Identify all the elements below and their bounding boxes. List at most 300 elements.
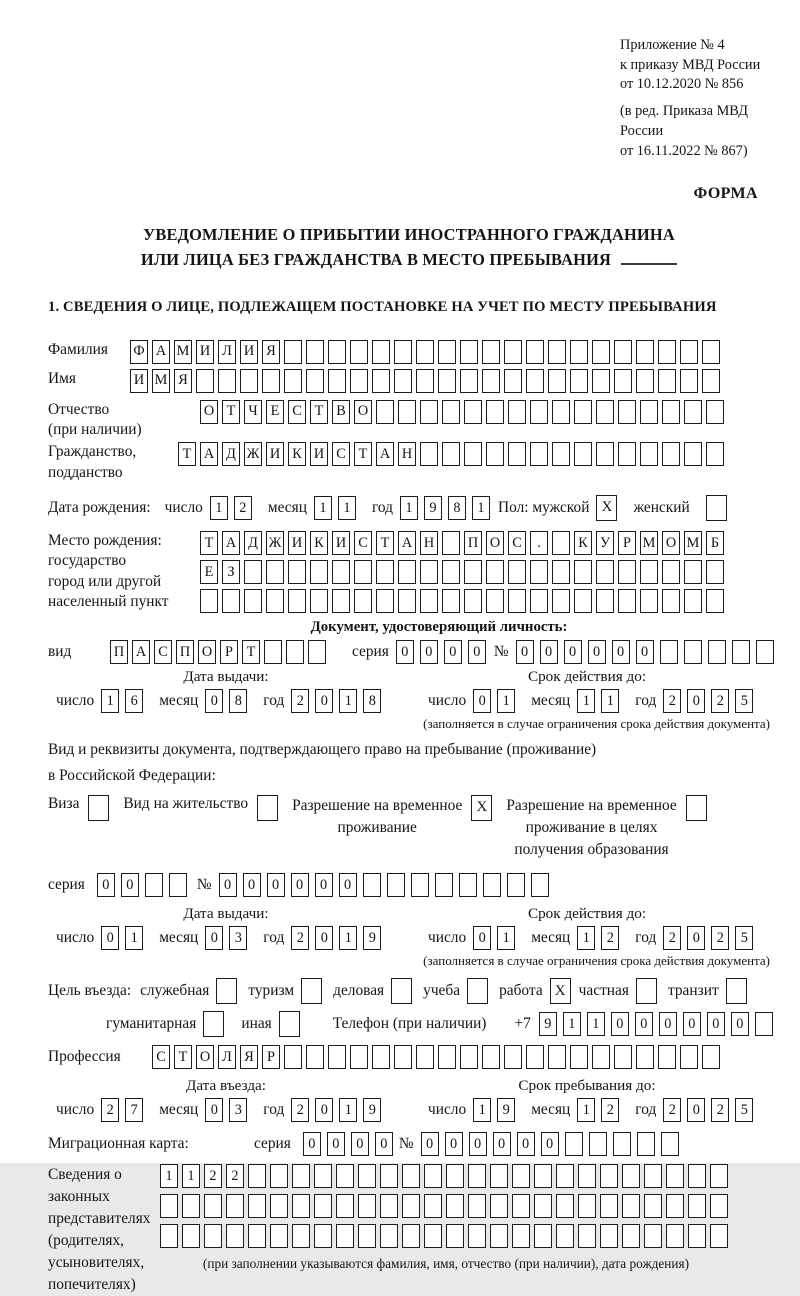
patronymic-cells: [200, 400, 728, 424]
char-cell: [486, 442, 504, 466]
char-cell: [507, 873, 525, 897]
char-cell: [534, 1164, 552, 1188]
guardians-line-2: [160, 1194, 732, 1218]
guardians-note: (при заполнении указываются фамилия, имя, отчество (при наличии), дата рождения): [202, 1256, 690, 1272]
char-cell: [548, 340, 566, 364]
purpose-official-checkbox: [216, 978, 237, 1004]
purpose-row: [48, 978, 770, 1004]
char-cell: [380, 1164, 398, 1188]
char-cell: [416, 1045, 434, 1069]
char-cell: [710, 1194, 728, 1218]
mc-series-word: серия: [254, 1135, 291, 1153]
valid-year-cells: [663, 689, 759, 713]
month-word: месяц: [267, 498, 307, 516]
char-cell: 2: [711, 689, 729, 713]
char-cell: [706, 589, 724, 613]
char-cell: [306, 340, 324, 364]
visa-checkbox: [88, 795, 109, 821]
char-cell: Р: [262, 1045, 280, 1069]
char-cell: [552, 400, 570, 424]
char-cell: [464, 560, 482, 584]
char-cell: О: [354, 400, 372, 424]
char-cell: 6: [125, 689, 143, 713]
char-cell: [702, 1045, 720, 1069]
char-cell: [614, 369, 632, 393]
char-cell: 1: [497, 689, 515, 713]
char-cell: [684, 400, 702, 424]
char-cell: [504, 1045, 522, 1069]
char-cell: [636, 340, 654, 364]
char-cell: [666, 1194, 684, 1218]
appendix-line: Приложение № 4: [620, 37, 725, 53]
char-cell: 0: [687, 689, 705, 713]
char-cell: 3: [229, 1098, 247, 1122]
char-cell: 0: [291, 873, 309, 897]
char-cell: 1: [101, 689, 119, 713]
char-cell: [380, 1194, 398, 1218]
char-cell: [548, 369, 566, 393]
char-cell: [640, 560, 658, 584]
char-cell: Т: [354, 442, 372, 466]
char-cell: 5: [735, 1098, 753, 1122]
char-cell: 2: [663, 926, 681, 950]
char-cell: [464, 442, 482, 466]
char-cell: [589, 1132, 607, 1156]
res-valid-month-cells: [577, 926, 625, 950]
char-cell: [218, 369, 236, 393]
char-cell: [314, 1224, 332, 1248]
char-cell: [534, 1194, 552, 1218]
char-cell: 1: [472, 496, 490, 520]
char-cell: Н: [420, 531, 438, 555]
char-cell: [486, 560, 504, 584]
char-cell: [328, 369, 346, 393]
char-cell: [530, 442, 548, 466]
char-cell: [684, 589, 702, 613]
char-cell: [618, 442, 636, 466]
appendix-line: к приказу МВД России: [620, 56, 761, 73]
purpose-row-2: [48, 1011, 770, 1037]
char-cell: [640, 442, 658, 466]
phone-cells: [539, 1012, 779, 1036]
char-cell: [314, 1194, 332, 1218]
char-cell: И: [240, 340, 258, 364]
char-cell: 9: [363, 1098, 381, 1122]
char-cell: [552, 442, 570, 466]
char-cell: [662, 400, 680, 424]
char-cell: 2: [234, 496, 252, 520]
char-cell: .: [530, 531, 548, 555]
char-cell: Ч: [244, 400, 262, 424]
residence-doc-series-row: [48, 873, 770, 897]
char-cell: [490, 1194, 508, 1218]
doc-number-cells: [516, 640, 780, 664]
year-word: год: [371, 498, 393, 516]
char-cell: 0: [636, 640, 654, 664]
number-word: №: [493, 642, 509, 660]
char-cell: [534, 1224, 552, 1248]
char-cell: [486, 589, 504, 613]
char-cell: [658, 1045, 676, 1069]
char-cell: [460, 1045, 478, 1069]
char-cell: [308, 640, 326, 664]
char-cell: Ф: [130, 340, 148, 364]
char-cell: 2: [711, 926, 729, 950]
char-cell: 0: [469, 1132, 487, 1156]
char-cell: 0: [267, 873, 285, 897]
char-cell: [530, 400, 548, 424]
char-cell: [508, 560, 526, 584]
purpose-option: работа X: [499, 978, 571, 1004]
edu-permit-option: Разрешение на временное проживание в целях получения образования: [506, 795, 706, 862]
char-cell: 7: [125, 1098, 143, 1122]
purpose-label: Цель въезда:: [48, 982, 132, 1000]
char-cell: Т: [310, 400, 328, 424]
entry-date-title: Дата въезда:: [185, 1077, 267, 1095]
char-cell: [483, 873, 501, 897]
phone-prefix: +7: [514, 1015, 531, 1033]
char-cell: 0: [351, 1132, 369, 1156]
char-cell: [446, 1224, 464, 1248]
char-cell: О: [486, 531, 504, 555]
char-cell: А: [376, 442, 394, 466]
char-cell: [702, 340, 720, 364]
char-cell: 0: [420, 640, 438, 664]
sex-male-checkbox: X: [596, 495, 617, 521]
char-cell: [706, 442, 724, 466]
char-cell: 2: [204, 1164, 222, 1188]
char-cell: 0: [421, 1132, 439, 1156]
char-cell: [666, 1164, 684, 1188]
char-cell: [658, 340, 676, 364]
purpose-option: иная: [241, 1011, 299, 1037]
char-cell: [354, 560, 372, 584]
title-line-1: УВЕДОМЛЕНИЕ О ПРИБЫТИИ ИНОСТРАННОГО ГРАЖДАНИНА: [143, 225, 675, 245]
char-cell: 3: [229, 926, 247, 950]
purpose-option: деловая: [333, 978, 412, 1004]
char-cell: [468, 1164, 486, 1188]
guardians-line-3: [160, 1224, 732, 1248]
char-cell: [270, 1194, 288, 1218]
char-cell: [248, 1164, 266, 1188]
char-cell: [552, 531, 570, 555]
char-cell: С: [154, 640, 172, 664]
char-cell: [394, 1045, 412, 1069]
identity-doc-dates: [48, 668, 770, 732]
char-cell: [284, 1045, 302, 1069]
char-cell: [288, 589, 306, 613]
char-cell: 0: [101, 926, 119, 950]
char-cell: [512, 1194, 530, 1218]
char-cell: [508, 442, 526, 466]
char-cell: [398, 560, 416, 584]
temp-permit-checkbox: X: [471, 795, 492, 821]
char-cell: [490, 1164, 508, 1188]
char-cell: 0: [243, 873, 261, 897]
char-cell: [688, 1224, 706, 1248]
char-cell: 0: [516, 640, 534, 664]
char-cell: [680, 1045, 698, 1069]
char-cell: [336, 1224, 354, 1248]
doc-kind-label: вид: [48, 642, 72, 660]
char-cell: К: [288, 442, 306, 466]
char-cell: [262, 369, 280, 393]
surname-label: Фамилия: [48, 340, 108, 358]
char-cell: [376, 560, 394, 584]
issue-month-cells: [205, 689, 253, 713]
char-cell: [482, 1045, 500, 1069]
char-cell: С: [354, 531, 372, 555]
char-cell: А: [200, 442, 218, 466]
valid-day-cells: [473, 689, 521, 713]
char-cell: 0: [588, 640, 606, 664]
char-cell: Д: [222, 442, 240, 466]
char-cell: У: [596, 531, 614, 555]
char-cell: [710, 1224, 728, 1248]
char-cell: Н: [398, 442, 416, 466]
birth-place-line-1: [200, 531, 728, 555]
char-cell: [684, 560, 702, 584]
char-cell: [756, 640, 774, 664]
char-cell: [592, 1045, 610, 1069]
char-cell: 1: [400, 496, 418, 520]
profession-label: Профессия: [48, 1048, 121, 1066]
char-cell: 1: [577, 689, 595, 713]
char-cell: [244, 589, 262, 613]
mc-series-cells: [303, 1132, 399, 1156]
purpose-option: учеба: [423, 978, 488, 1004]
char-cell: М: [640, 531, 658, 555]
char-cell: Д: [244, 531, 262, 555]
char-cell: 1: [339, 926, 357, 950]
char-cell: Р: [618, 531, 636, 555]
char-cell: [222, 589, 240, 613]
char-cell: [416, 340, 434, 364]
char-cell: [578, 1224, 596, 1248]
char-cell: [636, 1045, 654, 1069]
char-cell: С: [152, 1045, 170, 1069]
char-cell: [460, 340, 478, 364]
surname-cells: [130, 340, 724, 364]
char-cell: Я: [174, 369, 192, 393]
char-cell: [732, 640, 750, 664]
char-cell: [438, 1045, 456, 1069]
char-cell: М: [684, 531, 702, 555]
char-cell: [306, 1045, 324, 1069]
char-cell: 0: [121, 873, 139, 897]
char-cell: 0: [219, 873, 237, 897]
birth-place-row: [48, 531, 770, 613]
char-cell: 1: [314, 496, 332, 520]
char-cell: [618, 589, 636, 613]
char-cell: 2: [226, 1164, 244, 1188]
entry-month-cells: [205, 1098, 253, 1122]
char-cell: [354, 589, 372, 613]
issue-date-title: Дата выдачи:: [183, 667, 269, 685]
char-cell: [662, 589, 680, 613]
char-cell: [464, 400, 482, 424]
stay-day-cells: [473, 1098, 521, 1122]
char-cell: [169, 873, 187, 897]
char-cell: [376, 400, 394, 424]
residence-doc-line-2: в Российской Федерации:: [48, 767, 216, 785]
char-cell: [284, 369, 302, 393]
section-1-heading: 1. СВЕДЕНИЯ О ЛИЦЕ, ПОДЛЕЖАЩЕМ ПОСТАНОВКЕ НА УЧЕТ ПО МЕСТУ ПРЕБЫВАНИЯ: [48, 298, 717, 315]
valid-until-title: Срок действия до:: [527, 667, 647, 685]
char-cell: 0: [635, 1012, 653, 1036]
char-cell: [548, 1045, 566, 1069]
char-cell: [552, 589, 570, 613]
char-cell: 9: [539, 1012, 557, 1036]
char-cell: [658, 369, 676, 393]
purpose-study-checkbox: [467, 978, 488, 1004]
birth-date-label: Дата рождения:: [48, 498, 151, 516]
char-cell: [266, 560, 284, 584]
char-cell: 5: [735, 926, 753, 950]
char-cell: [328, 1045, 346, 1069]
char-cell: З: [222, 560, 240, 584]
guardians-label: Сведения о законных представителях (родителях, усыновителях, попечителях): [48, 1166, 151, 1293]
char-cell: [464, 589, 482, 613]
char-cell: [314, 1164, 332, 1188]
char-cell: [512, 1164, 530, 1188]
char-cell: Ж: [244, 442, 262, 466]
char-cell: [204, 1224, 222, 1248]
char-cell: [574, 560, 592, 584]
char-cell: 0: [687, 926, 705, 950]
char-cell: [398, 589, 416, 613]
entry-stay-dates: [48, 1077, 770, 1122]
char-cell: [182, 1224, 200, 1248]
char-cell: Е: [200, 560, 218, 584]
mc-number-cells: [421, 1132, 685, 1156]
citizenship-cells: [178, 442, 728, 466]
residence-permit-option: Вид на жительство: [123, 795, 278, 821]
char-cell: Р: [220, 640, 238, 664]
char-cell: [332, 589, 350, 613]
char-cell: 0: [97, 873, 115, 897]
char-cell: 0: [611, 1012, 629, 1036]
char-cell: [600, 1224, 618, 1248]
stay-until-title: Срок пребывания до:: [518, 1077, 656, 1095]
char-cell: [160, 1224, 178, 1248]
res-series-cells: [97, 873, 193, 897]
residence-permit-checkbox: [257, 795, 278, 821]
birth-day-cells: [210, 496, 258, 520]
title-line-2: ИЛИ ЛИЦА БЕЗ ГРАЖДАНСТВА В МЕСТО ПРЕБЫВАНИЯ: [48, 248, 770, 273]
char-cell: 0: [683, 1012, 701, 1036]
char-cell: [442, 531, 460, 555]
issue-day-cells: [101, 689, 149, 713]
char-cell: Е: [266, 400, 284, 424]
purpose-private-checkbox: [636, 978, 657, 1004]
edition-line: (в ред. Приказа МВД России: [620, 103, 749, 139]
char-cell: [468, 1224, 486, 1248]
purpose-tourism-checkbox: [301, 978, 322, 1004]
char-cell: 2: [663, 689, 681, 713]
char-cell: 1: [338, 496, 356, 520]
char-cell: 0: [493, 1132, 511, 1156]
char-cell: А: [132, 640, 150, 664]
char-cell: [380, 1224, 398, 1248]
char-cell: [684, 640, 702, 664]
sex-male-label: Пол: мужской: [497, 498, 590, 516]
char-cell: [402, 1194, 420, 1218]
purpose-work-checkbox: X: [550, 978, 571, 1004]
document-title: [48, 223, 770, 272]
char-cell: 1: [577, 1098, 595, 1122]
char-cell: [512, 1224, 530, 1248]
char-cell: [490, 1224, 508, 1248]
char-cell: 1: [339, 1098, 357, 1122]
char-cell: [637, 1132, 655, 1156]
char-cell: М: [174, 340, 192, 364]
char-cell: [264, 640, 282, 664]
char-cell: [468, 1194, 486, 1218]
char-cell: [416, 369, 434, 393]
char-cell: [336, 1194, 354, 1218]
char-cell: [310, 589, 328, 613]
char-cell: Л: [218, 340, 236, 364]
res-issue-year-cells: [291, 926, 387, 950]
char-cell: И: [310, 442, 328, 466]
char-cell: О: [662, 531, 680, 555]
char-cell: 0: [468, 640, 486, 664]
char-cell: [618, 400, 636, 424]
char-cell: 1: [210, 496, 228, 520]
char-cell: [578, 1194, 596, 1218]
sex-female-label: женский: [633, 498, 690, 516]
char-cell: 2: [663, 1098, 681, 1122]
char-cell: П: [464, 531, 482, 555]
char-cell: [640, 589, 658, 613]
char-cell: [640, 400, 658, 424]
char-cell: [614, 1045, 632, 1069]
char-cell: 0: [315, 926, 333, 950]
char-cell: [442, 560, 460, 584]
res-series-word: серия: [48, 876, 85, 894]
series-word: серия: [352, 642, 389, 660]
char-cell: Я: [240, 1045, 258, 1069]
residence-doc-line-1: Вид и реквизиты документа, подтверждающего право на пребывание (проживание): [48, 740, 597, 758]
char-cell: [662, 560, 680, 584]
char-cell: О: [200, 400, 218, 424]
char-cell: Т: [200, 531, 218, 555]
char-cell: [442, 400, 460, 424]
res-valid-line: число 0 1 месяц 1 2 год 2 0 2 5: [428, 926, 770, 950]
issue-date-line: число 1 6 месяц 0 8 год 2 0 1 8: [56, 689, 404, 713]
char-cell: [424, 1194, 442, 1218]
char-cell: 0: [339, 873, 357, 897]
patronymic-label: Отчество (при наличии): [48, 400, 142, 438]
citizenship-label: Гражданство, подданство: [48, 443, 137, 481]
valid-until-line: число 0 1 месяц 1 1 год 2 0 2 5: [428, 689, 770, 713]
char-cell: [248, 1224, 266, 1248]
char-cell: 0: [375, 1132, 393, 1156]
char-cell: [644, 1194, 662, 1218]
stay-year-cells: [663, 1098, 759, 1122]
res-number-cells: [219, 873, 555, 897]
char-cell: К: [574, 531, 592, 555]
issue-year-cells: [291, 689, 387, 713]
visa-option: Виза: [48, 795, 109, 821]
birth-month-cells: [314, 496, 362, 520]
char-cell: С: [288, 400, 306, 424]
char-cell: [459, 873, 477, 897]
char-cell: [592, 369, 610, 393]
char-cell: [596, 589, 614, 613]
char-cell: [661, 1132, 679, 1156]
